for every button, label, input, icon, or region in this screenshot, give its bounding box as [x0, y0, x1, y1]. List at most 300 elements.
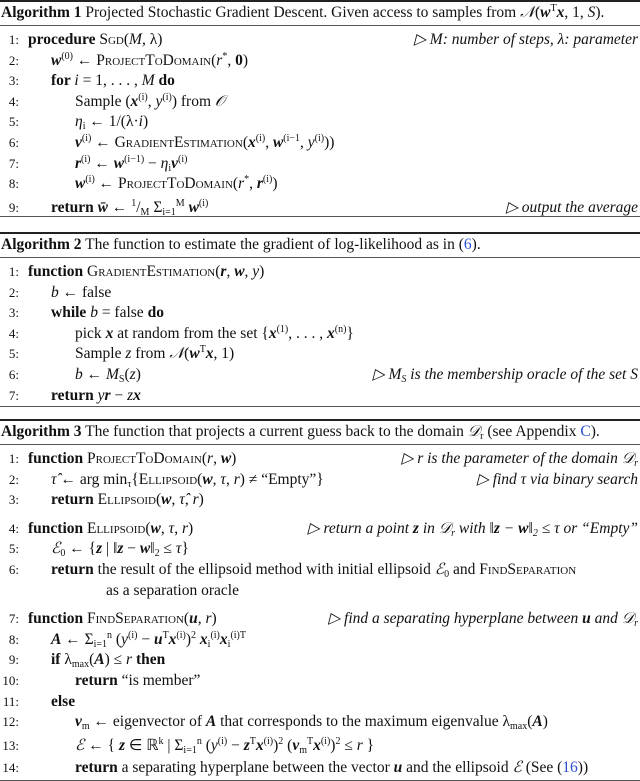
text: , 1,: [564, 4, 588, 21]
superscript: (i): [262, 174, 273, 186]
line-content: [51, 560, 576, 581]
line-content: [51, 630, 246, 651]
text: ▷: [505, 198, 522, 216]
vector: A: [51, 630, 62, 648]
superscript: (0): [61, 50, 74, 62]
text: ← {: [65, 540, 97, 558]
text: ,: [265, 133, 273, 151]
text: ,: [213, 450, 221, 467]
text: = false: [97, 304, 148, 322]
line-content: [28, 30, 162, 51]
line-content: [75, 154, 188, 175]
text: ← {: [84, 736, 119, 754]
superscript: (i): [178, 153, 188, 165]
algorithm-line: [0, 30, 640, 51]
text: ): [198, 491, 204, 509]
algorithm-body: [0, 258, 640, 409]
text: from: [131, 345, 170, 363]
line-content: [75, 365, 141, 386]
subscript: 0: [60, 548, 66, 560]
text: ←: [73, 51, 97, 69]
vector: z: [96, 540, 103, 558]
text: | Σ: [163, 736, 184, 754]
text: ): [142, 113, 149, 131]
keyword: function: [28, 263, 87, 280]
reference-link[interactable]: 16: [562, 758, 578, 776]
vector: x: [247, 133, 256, 151]
function-name: ProjectToDomain: [87, 450, 202, 467]
math: z: [129, 365, 136, 383]
superscript: T: [249, 735, 256, 747]
superscript: n: [107, 629, 113, 641]
math: y: [97, 386, 105, 404]
math: ℰ: [434, 560, 445, 578]
math: r: [205, 610, 212, 628]
text: ) from: [171, 92, 215, 110]
math: b: [51, 283, 59, 301]
math: ℰ: [51, 540, 61, 558]
vector: v: [292, 736, 300, 754]
text: ).: [590, 423, 600, 440]
line-comment: [477, 470, 638, 491]
vector: u: [189, 610, 198, 628]
text: (: [124, 365, 130, 383]
superscript: (i): [162, 91, 172, 103]
subscript: i=1: [93, 638, 108, 650]
line-number: 12:: [2, 714, 19, 730]
text: and: [449, 560, 480, 578]
math: τ or “Empty”: [554, 519, 638, 537]
vector: x: [205, 345, 214, 363]
algorithm-3-box: [0, 419, 640, 781]
text: ‖: [528, 519, 533, 537]
keyword: else: [51, 692, 76, 710]
algorithm-line: [0, 112, 640, 133]
text: ←: [82, 365, 106, 383]
math: η: [160, 154, 169, 172]
keyword: Algorithm 1: [1, 4, 82, 21]
vector: x: [105, 324, 114, 342]
line-content: [51, 539, 189, 560]
text: ,: [226, 263, 235, 280]
line-number: 9:: [8, 199, 19, 215]
line-number: 2:: [8, 52, 19, 68]
line-number: 13:: [2, 737, 19, 753]
function-name: FindSeparation: [479, 560, 577, 578]
text: ): [273, 736, 279, 754]
superscript: 2: [335, 735, 341, 747]
keyword: while: [51, 304, 91, 322]
vector: u: [582, 610, 591, 628]
subscript: M: [140, 206, 150, 218]
vector: x: [219, 630, 228, 648]
math: in 𝒟: [418, 519, 452, 537]
math: τ: [168, 519, 175, 537]
text: ←: [107, 198, 132, 216]
text: /: [136, 198, 141, 216]
vector: A: [205, 713, 217, 731]
text: ,: [147, 92, 156, 110]
algorithm-line: [0, 262, 640, 283]
subscript: i: [82, 121, 86, 133]
math: b: [90, 304, 98, 322]
subscript: 2: [154, 548, 160, 560]
line-number: 10:: [2, 672, 19, 688]
subscript: i: [207, 638, 211, 650]
line-number: 3:: [8, 492, 19, 508]
math: M: [106, 365, 119, 383]
keyword: procedure: [28, 31, 100, 48]
vector: w: [51, 51, 62, 69]
text: ,: [227, 51, 236, 69]
math: return a point: [323, 519, 413, 537]
algorithm-line: [0, 609, 640, 630]
text: ,: [244, 263, 253, 280]
function-name: ProjectToDomain: [118, 175, 233, 193]
math: output the average: [521, 198, 638, 216]
math: z: [127, 386, 134, 404]
text: : number of steps, λ: parameter: [442, 31, 638, 48]
keyword: for: [51, 72, 75, 90]
line-content: [51, 650, 165, 671]
superscript: (i): [263, 735, 274, 747]
math: r: [207, 450, 214, 467]
algorithm-line: [0, 92, 640, 113]
math: 𝒩: [169, 345, 185, 363]
text: ): [185, 630, 192, 648]
superscript: *: [222, 50, 228, 62]
superscript: (i): [255, 132, 266, 144]
keyword: Algorithm 3: [1, 423, 82, 440]
text: , 1): [213, 345, 235, 363]
line-content: [106, 581, 239, 602]
text: ▷: [476, 470, 493, 488]
algorithm-1-box: [0, 0, 640, 217]
vector: z: [243, 736, 250, 754]
keyword: then: [132, 651, 166, 669]
reference-link[interactable]: 6: [463, 236, 472, 253]
line-number: 1:: [8, 451, 19, 466]
text: ≤: [537, 519, 555, 537]
vector: r: [220, 263, 227, 280]
text: a separating hyperplane between the vector: [121, 758, 394, 776]
math: S: [587, 4, 596, 21]
superscript: (n): [334, 323, 347, 335]
text: ← arg min: [56, 470, 128, 488]
line-number: 3:: [8, 73, 19, 89]
text: ).: [595, 4, 605, 21]
line-content: [28, 609, 217, 630]
text: −: [123, 540, 140, 558]
math: r: [238, 175, 245, 193]
line-number: 4:: [8, 520, 19, 536]
vector: w: [139, 540, 151, 558]
line-comment: [328, 609, 638, 630]
line-content: [28, 449, 236, 470]
keyword: return: [51, 560, 98, 578]
line-content: [28, 519, 193, 540]
math: z: [125, 345, 132, 363]
line-content: [75, 758, 588, 779]
text: | ‖: [102, 540, 118, 558]
subscript: r: [634, 458, 638, 469]
text: , λ): [141, 31, 163, 48]
line-number: 5:: [8, 346, 19, 362]
algorithm-2-box: [0, 232, 640, 407]
line-number: 2:: [8, 471, 19, 487]
text: ▷: [307, 519, 324, 537]
subscript: max: [510, 721, 528, 733]
math: b: [75, 365, 83, 383]
vector: x: [268, 324, 277, 342]
superscript: M: [175, 197, 185, 209]
math: find a separating hyperplane between: [344, 610, 583, 628]
math: with ‖: [455, 519, 494, 537]
text: ∈ ℝ: [125, 736, 159, 754]
algorithm-caption: [0, 234, 640, 258]
algorithm-line: [0, 712, 640, 733]
line-content: [51, 283, 111, 304]
algorithm-line: [0, 324, 640, 345]
vector: z: [493, 519, 500, 537]
superscript: (i−1): [124, 153, 145, 165]
text: (: [211, 51, 217, 69]
text: −: [499, 519, 519, 537]
text: (: [183, 610, 190, 628]
superscript: (i): [217, 735, 228, 747]
line-comment: [414, 30, 638, 51]
text: ,: [174, 519, 182, 537]
function-name: GradientEstimation: [87, 263, 216, 280]
math: i: [138, 113, 143, 131]
line-number: 5:: [8, 541, 19, 557]
vector: z: [412, 519, 419, 537]
text: ,: [300, 133, 308, 151]
vector: w: [234, 263, 245, 280]
math: τ: [175, 540, 182, 558]
superscript: k: [158, 735, 164, 747]
keyword: function: [28, 610, 87, 628]
superscript: *: [244, 174, 250, 186]
superscript: (i−1: [283, 132, 301, 144]
math: y: [210, 736, 218, 754]
algorithm-body: [0, 26, 640, 223]
text: at random from the set {: [113, 324, 269, 342]
text: ▷: [401, 450, 418, 467]
math: τ̂: [179, 491, 185, 509]
line-content: [75, 112, 148, 133]
function-name: Ellipsoid: [97, 491, 156, 509]
algorithm-line: [0, 449, 640, 470]
vector: w: [113, 154, 125, 172]
text: −: [144, 154, 161, 172]
vector: x: [556, 4, 565, 21]
text: (: [232, 175, 239, 193]
vector: w: [272, 133, 284, 151]
line-number: 4:: [8, 325, 19, 341]
subscript: S: [118, 373, 125, 385]
text: ) ≤: [104, 651, 127, 669]
vector: w: [150, 519, 161, 537]
algorithm-line: [0, 344, 640, 365]
subscript: m: [81, 721, 90, 733]
line-content: [75, 733, 374, 758]
vector: A: [94, 651, 105, 669]
line-comment: [308, 519, 638, 540]
line-number: 2:: [8, 284, 19, 300]
subscript: 0: [444, 568, 450, 580]
line-number: 9:: [8, 652, 19, 668]
text: ,: [197, 610, 206, 628]
text: (: [123, 31, 130, 48]
vector: z: [117, 540, 124, 558]
text: ▷: [414, 31, 430, 48]
text: ,: [160, 519, 169, 537]
vector: u: [393, 758, 403, 776]
vector: w̄: [97, 198, 108, 216]
math: and 𝒟: [590, 610, 635, 628]
function-name: FindSeparation: [87, 610, 184, 628]
algorithm-line: [0, 51, 640, 72]
superscript: (i): [198, 197, 209, 209]
vector: w: [540, 4, 551, 21]
text: ← 1/(λ·: [85, 113, 139, 131]
line-content: [75, 712, 548, 733]
math: 𝒩: [520, 4, 535, 21]
line-number: 7:: [8, 611, 19, 627]
line-number: 14:: [2, 759, 19, 775]
text: (: [156, 491, 162, 509]
math: ℰ: [512, 758, 522, 776]
text: ): [211, 610, 217, 628]
line-number: 6:: [8, 561, 19, 577]
algorithm-line: [0, 154, 640, 175]
text: (: [145, 519, 151, 537]
text: λ: [64, 651, 72, 669]
text: Sample: [75, 345, 126, 363]
line-content: [51, 195, 208, 220]
keyword: return: [75, 758, 122, 776]
algorithm-line: [0, 195, 640, 220]
vector: r: [256, 175, 263, 193]
text: ): [231, 450, 237, 467]
text: ): [330, 736, 336, 754]
text: The function to estimate the gradient of log-likelihood as in (: [81, 236, 464, 253]
superscript: (i): [176, 629, 186, 641]
line-content: [75, 324, 354, 345]
subscript: r: [480, 431, 484, 442]
keyword: return: [51, 386, 98, 404]
superscript: (i): [320, 735, 331, 747]
text: ← eigenvector of: [89, 713, 206, 731]
text: (: [201, 450, 208, 467]
line-number: 3:: [8, 305, 19, 321]
superscript: (i): [81, 132, 92, 144]
text: Sample (: [75, 92, 131, 110]
math: r: [192, 491, 199, 509]
subscript: r: [634, 618, 638, 630]
text: ): [135, 365, 141, 383]
subscript: i: [168, 162, 172, 174]
text: ).: [471, 236, 481, 253]
line-number: 1:: [8, 264, 19, 279]
algorithm-line: [0, 630, 640, 651]
text: Σ: [149, 198, 163, 216]
superscript: 2: [278, 735, 284, 747]
text: (: [197, 470, 203, 488]
math: y: [307, 133, 315, 151]
math: 𝒪: [214, 92, 225, 110]
superscript: (i): [314, 132, 325, 144]
text: ≤: [159, 540, 176, 558]
superscript: (i): [127, 629, 138, 641]
subscript: S: [401, 373, 407, 385]
math: y: [252, 263, 260, 280]
subscript: 2: [532, 527, 538, 539]
superscript: T: [162, 629, 169, 641]
text: (: [89, 651, 95, 669]
reference-link[interactable]: C: [580, 423, 591, 440]
vector: z: [118, 736, 126, 754]
vector: w: [161, 491, 172, 509]
text: −: [110, 386, 128, 404]
line-number: 6:: [8, 134, 19, 150]
text: ): [187, 519, 194, 537]
keyword: return: [75, 671, 122, 689]
superscript: (i): [210, 629, 220, 641]
algorithm-line: [0, 581, 640, 602]
algorithm-line: [0, 758, 640, 779]
algorithm-line: [0, 365, 640, 386]
subscript: m: [299, 744, 307, 756]
line-content: [28, 262, 264, 283]
text: (see Appendix: [483, 423, 581, 440]
vector: x: [168, 630, 177, 648]
math: τ̂: [51, 470, 57, 488]
algorithm-line: [0, 692, 640, 713]
text: ) ≠ “Empty”}: [239, 470, 324, 488]
text: Projected Stochastic Gradient Descent. Given access to samples from: [81, 4, 521, 21]
vector: w: [202, 470, 213, 488]
line-number: 1:: [8, 32, 19, 47]
algorithm-line: [0, 519, 640, 540]
math: find τ via binary search: [492, 470, 638, 488]
function-name: ProjectToDomain: [96, 51, 212, 69]
text: ): [272, 175, 278, 193]
text: , . . . ,: [288, 324, 327, 342]
line-number: 5:: [8, 114, 19, 130]
text: (: [112, 630, 122, 648]
line-number: 7:: [8, 155, 19, 171]
vector: x: [255, 736, 264, 754]
function-name: Ellipsoid: [87, 519, 146, 537]
vector: w: [75, 175, 86, 193]
vector: u: [153, 630, 163, 648]
text: ≤: [340, 736, 357, 754]
math: M: [141, 72, 155, 90]
text: ,: [225, 470, 234, 488]
text: ←: [91, 133, 115, 151]
text: ▷: [372, 365, 389, 383]
math: r: [126, 651, 133, 669]
keyword: function: [28, 450, 87, 467]
vector: A: [532, 713, 543, 731]
superscript: 1: [131, 197, 137, 209]
keyword: do: [154, 72, 175, 90]
vector: x: [327, 324, 335, 342]
superscript: (1): [276, 323, 289, 335]
text: −: [137, 630, 154, 648]
